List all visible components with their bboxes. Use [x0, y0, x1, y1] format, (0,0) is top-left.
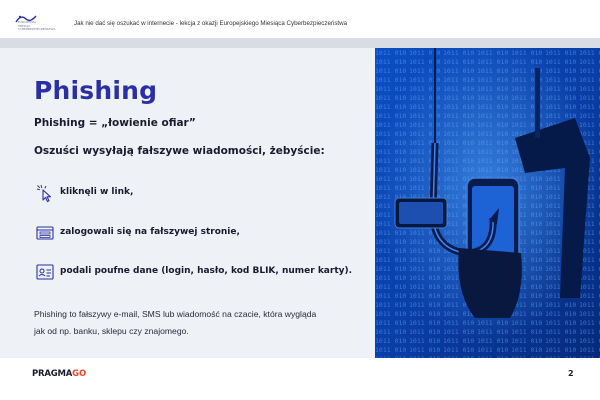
slide-paragraph	[34, 306, 364, 340]
list-item-text: kliknęli w link,	[60, 187, 134, 197]
logo-text: EUROPEJSKI MIESIĄC CYBERBEZPIECZEŃSTWA	[18, 20, 56, 31]
cursor-click-icon	[35, 183, 55, 203]
brand-main: PRAGMA	[32, 369, 73, 379]
footer-bar	[0, 358, 600, 400]
paragraph-line: jak od np. banku, sklepu czy znajomego.	[34, 326, 189, 336]
id-card-icon	[35, 262, 55, 282]
list-item-text: zalogowali się na fałszywej stronie,	[60, 227, 240, 237]
brand-logo	[32, 369, 86, 379]
slide-lead: Oszuści wysyłają fałszywe wiadomości, żebyście:	[34, 145, 325, 157]
slide-subtitle: Phishing = „łowienie ofiar”	[34, 117, 196, 129]
fishing-hook-phones-binary-icon	[375, 48, 600, 358]
brand-accent: GO	[72, 369, 86, 379]
page-number: 2	[568, 369, 574, 378]
presentation-title: Jak nie dać się oszukać w internecie - lekcja z okazji Europejskiego Miesiąca Cyberbezpieczeństwa	[74, 20, 348, 27]
header-bar	[0, 0, 600, 38]
login-form-icon	[35, 223, 55, 243]
header-divider	[0, 38, 600, 48]
list-item-text: podali poufne dane (login, hasło, kod BLIK, numer karty).	[60, 266, 353, 276]
event-logo	[12, 10, 56, 34]
phishing-illustration	[375, 48, 600, 358]
paragraph-line: Phishing to fałszywy e-mail, SMS lub wiadomość na czacie, która wygląda	[34, 309, 317, 319]
slide-title: Phishing	[34, 76, 158, 105]
